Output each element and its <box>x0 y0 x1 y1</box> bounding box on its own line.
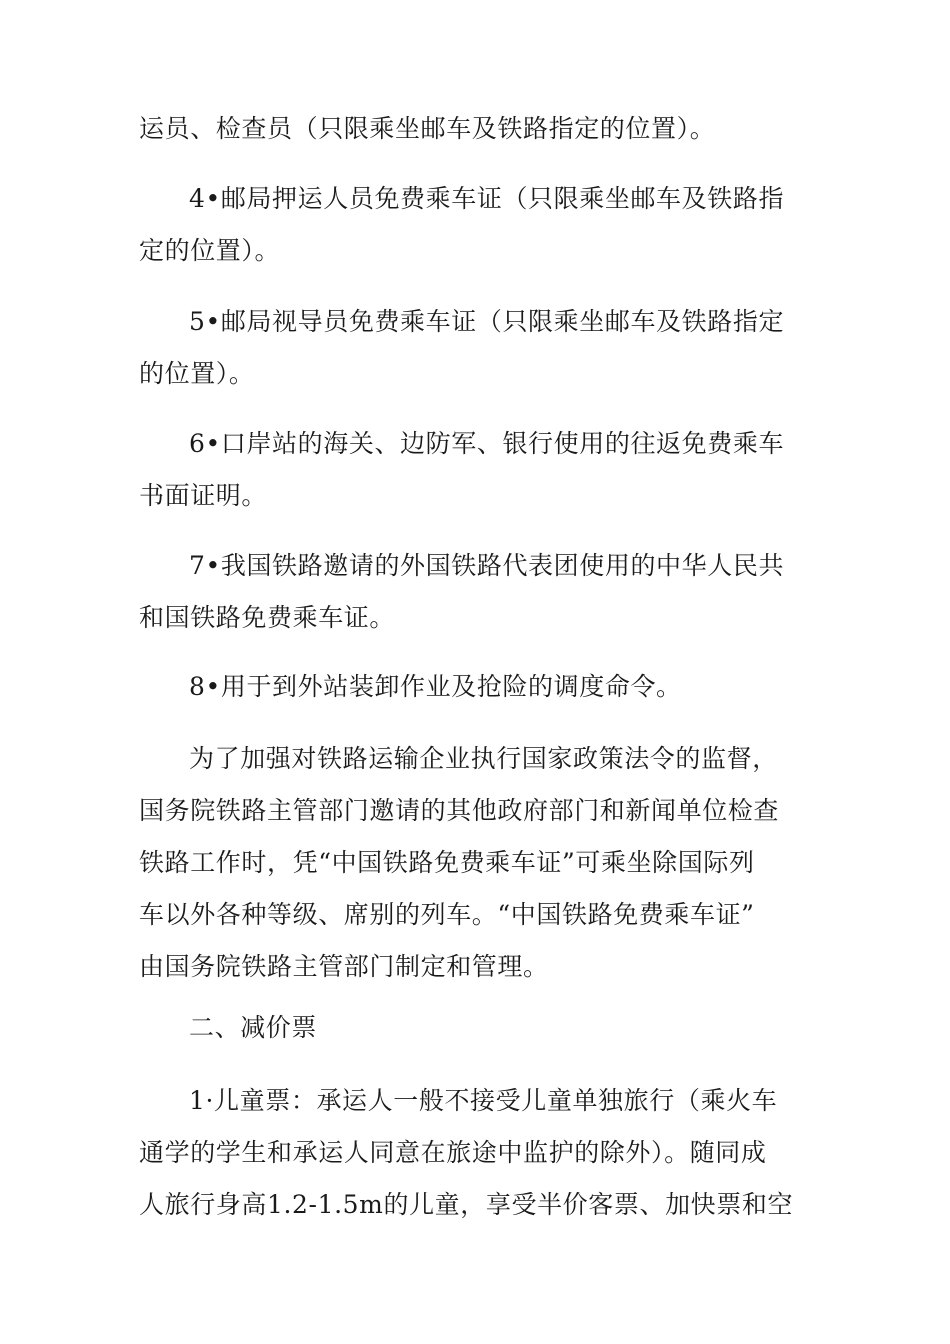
paragraph-item-7 <box>139 540 819 644</box>
text-line: 1·儿童票：承运人一般不接受儿童单独旅行（乘火车 <box>189 1086 778 1115</box>
text-line: 8•用于到外站装卸作业及抢险的调度命令。 <box>189 672 682 701</box>
text-line: 7•我国铁路邀请的外国铁路代表团使用的中华人民共 <box>189 551 785 580</box>
paragraph-item-6 <box>139 418 819 522</box>
text-line: 由国务院铁路主管部门制定和管理。 <box>139 952 549 981</box>
section-heading-reduced-fare <box>139 1002 819 1054</box>
paragraph-item-8 <box>139 661 819 713</box>
paragraph-item-4 <box>139 173 819 277</box>
text-line: 4•邮局押运人员免费乘车证（只限乘坐邮车及铁路指 <box>189 184 785 213</box>
text-line: 车以外各种等级、席别的列车。“中国铁路免费乘车证” <box>139 900 755 929</box>
text-line: 书面证明。 <box>139 481 268 510</box>
text-line: 运员、检查员（只限乘坐邮车及铁路指定的位置）。 <box>139 114 716 143</box>
paragraph-free-pass-policy <box>139 733 819 993</box>
text-line: 国务院铁路主管部门邀请的其他政府部门和新闻单位检查 <box>139 796 780 825</box>
paragraph-item-5 <box>139 296 819 400</box>
text-line: 通学的学生和承运人同意在旅途中监护的除外）。随同成 <box>139 1138 767 1167</box>
text-line: 二、减价票 <box>189 1013 318 1042</box>
text-line: 人旅行身高1.2-1.5m的儿童，享受半价客票、加快票和空 <box>139 1190 794 1219</box>
text-line: 铁路工作时，凭“中国铁路免费乘车证”可乘坐除国际列 <box>139 848 755 877</box>
paragraph-child-ticket <box>139 1075 819 1231</box>
text-line: 为了加强对铁路运输企业执行国家政策法令的监督， <box>189 744 778 773</box>
paragraph-continuation <box>139 103 819 155</box>
text-line: 5•邮局视导员免费乘车证（只限乘坐邮车及铁路指定 <box>189 307 785 336</box>
text-line: 定的位置）。 <box>139 236 281 265</box>
text-line: 的位置）。 <box>139 359 255 388</box>
text-line: 和国铁路免费乘车证。 <box>139 603 396 632</box>
text-line: 6•口岸站的海关、边防军、银行使用的往返免费乘车 <box>189 429 785 458</box>
